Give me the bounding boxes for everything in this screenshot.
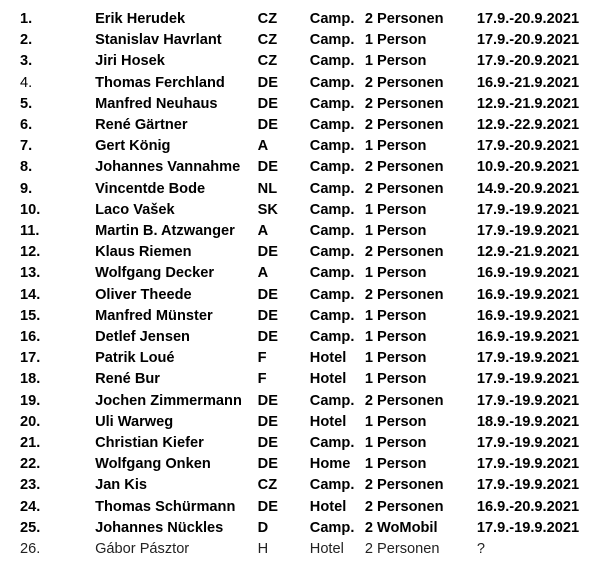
table-row [0,348,600,369]
participant-name: Uli Warweg [95,413,174,430]
person-count: 2 Personen [364,95,444,112]
table-row [0,518,600,539]
stay-dates: 17.9.-19.9.2021 [476,350,580,367]
person-count: 1 Person [364,265,427,282]
table-row [0,115,600,136]
person-count: 1 Person [364,371,427,388]
person-count: 1 Person [364,435,427,452]
participant-name: Stanislav Havrlant [95,32,222,49]
country-code: DE [257,117,278,134]
stay-dates: 14.9.-20.9.2021 [476,180,580,197]
country-code: DE [257,95,278,112]
entry-number: 5. [20,95,33,112]
person-count: 2 Personen [364,477,444,494]
entry-number: 1. [20,11,33,27]
country-code: A [257,265,269,282]
stay-dates: 10.9.-20.9.2021 [476,159,580,176]
stay-dates: 16.9.-19.9.2021 [476,286,580,303]
stay-dates: 18.9.-19.9.2021 [476,413,580,430]
participant-name: Laco Vašek [95,201,175,218]
table-row [0,221,600,242]
table-row [0,179,600,200]
table-row [0,30,600,51]
entry-number: 13. [20,265,41,282]
participant-name: Erik Herudek [95,11,186,27]
table-row [0,327,600,348]
accommodation-type: Camp. [309,435,355,452]
table-row [0,433,600,454]
entry-number: 8. [20,159,33,176]
country-code: DE [257,286,278,303]
stay-dates: 17.9.-19.9.2021 [476,392,580,409]
country-code: CZ [257,11,278,27]
stay-dates: 12.9.-22.9.2021 [476,117,580,134]
table-row [0,136,600,157]
participant-name: Johannes Vannahme [95,159,241,176]
person-count: 1 Person [364,53,427,70]
table-row [0,94,600,115]
country-code: DE [257,498,278,515]
person-count: 2 Personen [364,74,444,91]
person-count: 1 Person [364,413,427,430]
accommodation-type: Home [309,456,351,473]
country-code: H [257,541,269,558]
accommodation-type: Camp. [309,477,355,494]
accommodation-type: Camp. [309,11,355,27]
country-code: DE [257,435,278,452]
accommodation-type: Camp. [309,53,355,70]
country-code: CZ [257,53,278,70]
accommodation-type: Camp. [309,265,355,282]
entry-number: 20. [20,413,41,430]
person-count: 1 Person [364,138,427,155]
person-count: 2 Personen [364,117,444,134]
table-row [0,157,600,178]
entry-number: 7. [20,138,33,155]
country-code: CZ [257,477,278,494]
table-row [0,454,600,475]
participant-name: Manfred Münster [95,307,213,324]
entry-number: 24. [20,498,41,515]
entry-number: 23. [20,477,41,494]
country-code: DE [257,413,278,430]
entry-number: 17. [20,350,41,367]
country-code: F [257,350,267,367]
stay-dates: 16.9.-20.9.2021 [476,498,580,515]
accommodation-type: Camp. [309,519,355,536]
participant-name: Jan Kis [95,477,147,494]
stay-dates: 16.9.-19.9.2021 [476,265,580,282]
stay-dates: 16.9.-21.9.2021 [476,74,580,91]
accommodation-type: Camp. [309,32,355,49]
table-row [0,9,600,30]
participant-name: Gábor Pásztor [95,541,190,558]
entry-number: 22. [20,456,41,473]
person-count: 2 Personen [364,180,444,197]
accommodation-type: Hotel [309,541,344,558]
accommodation-type: Camp. [309,138,355,155]
entry-number: 19. [20,392,41,409]
stay-dates: 17.9.-19.9.2021 [476,223,580,240]
table-row [0,391,600,412]
entry-number: 21. [20,435,41,452]
accommodation-type: Camp. [309,392,355,409]
stay-dates: 17.9.-20.9.2021 [476,11,580,27]
table-row [0,200,600,221]
person-count: 2 Personen [364,11,444,27]
entry-number: 18. [20,371,41,388]
stay-dates: 17.9.-19.9.2021 [476,456,580,473]
stay-dates: 16.9.-19.9.2021 [476,329,580,346]
accommodation-type: Camp. [309,74,355,91]
entry-number: 11. [20,223,40,240]
participant-name: Thomas Schürmann [95,498,236,515]
accommodation-type: Camp. [309,95,355,112]
stay-dates: 17.9.-19.9.2021 [476,371,580,388]
country-code: CZ [257,32,278,49]
person-count: 1 Person [364,350,427,367]
person-count: 1 Person [364,456,427,473]
country-code: DE [257,329,278,346]
stay-dates: 17.9.-20.9.2021 [476,32,580,49]
participant-name: Jochen Zimmermann [95,392,242,409]
stay-dates: 17.9.-19.9.2021 [476,519,580,536]
participant-name: Wolfgang Decker [95,265,215,282]
person-count: 2 Personen [364,498,444,515]
person-count: 2 Personen [364,286,444,303]
person-count: 1 Person [364,32,427,49]
table-row [0,51,600,72]
participant-name: Klaus Riemen [95,244,192,261]
entry-number: 26. [20,541,41,558]
person-count: 1 Person [364,201,427,218]
stay-dates: 17.9.-19.9.2021 [476,435,580,452]
participant-name: René Gärtner [95,117,188,134]
country-code: DE [257,456,278,473]
accommodation-type: Hotel [309,350,347,367]
participant-name: Detlef Jensen [95,329,190,346]
entry-number: 9. [20,180,33,197]
person-count: 1 Person [364,307,427,324]
entry-number: 2. [20,32,33,49]
table-row [0,475,600,496]
table-row [0,369,600,390]
country-code: SK [257,201,278,218]
accommodation-type: Camp. [309,159,355,176]
participant-name: Jiri Hosek [95,53,165,70]
entry-number: 15. [20,307,41,324]
entry-number: 25. [20,519,41,536]
participant-name: Gert König [95,138,171,155]
stay-dates: ? [476,541,485,558]
accommodation-type: Camp. [309,180,355,197]
country-code: D [257,519,269,536]
person-count: 2 Personen [364,541,440,558]
table-row [0,497,600,518]
entry-number: 4. [20,74,33,91]
stay-dates: 17.9.-20.9.2021 [476,138,580,155]
participant-table-body [0,9,600,560]
country-code: A [257,138,269,155]
table-row [0,306,600,327]
person-count: 2 WoMobil [364,519,438,536]
entry-number: 10. [20,201,41,218]
entry-number: 12. [20,244,41,261]
country-code: DE [257,307,278,324]
country-code: A [257,223,269,240]
person-count: 2 Personen [364,392,444,409]
stay-dates: 12.9.-21.9.2021 [476,244,580,261]
stay-dates: 17.9.-19.9.2021 [476,201,580,218]
table-row [0,412,600,433]
accommodation-type: Camp. [309,117,355,134]
entry-number: 6. [20,117,33,134]
participant-name: Wolfgang Onken [95,456,211,473]
accommodation-type: Camp. [309,329,355,346]
entry-number: 14. [20,286,41,303]
person-count: 1 Person [364,223,427,240]
accommodation-type: Camp. [309,244,355,261]
accommodation-type: Camp. [309,223,355,240]
person-count: 1 Person [364,329,427,346]
accommodation-type: Camp. [309,307,355,324]
entry-number: 16. [20,329,41,346]
participant-name: Manfred Neuhaus [95,95,218,112]
stay-dates: 16.9.-19.9.2021 [476,307,580,324]
accommodation-type: Camp. [309,201,355,218]
country-code: DE [257,74,278,91]
participant-name: Patrik Loué [95,350,175,367]
participant-name: Johannes Nückles [95,519,224,536]
participant-name: Martin B. Atzwanger [95,223,235,240]
accommodation-type: Hotel [309,413,347,430]
participant-name: Thomas Ferchland [95,74,225,91]
country-code: DE [257,159,278,176]
country-code: DE [257,392,278,409]
table-row [0,242,600,263]
participant-name: Christian Kiefer [95,435,204,452]
table-row [0,539,600,560]
country-code: F [257,371,267,388]
table-row [0,73,600,94]
accommodation-type: Hotel [309,371,347,388]
participant-name: René Bur [95,371,160,388]
table-row [0,285,600,306]
stay-dates: 12.9.-21.9.2021 [476,95,580,112]
country-code: DE [257,244,278,261]
entry-number: 3. [20,53,33,70]
participant-table [0,9,600,560]
person-count: 2 Personen [364,244,444,261]
accommodation-type: Hotel [309,498,347,515]
accommodation-type: Camp. [309,286,355,303]
country-code: NL [257,180,278,197]
participant-name: Vincentde Bode [95,180,206,197]
stay-dates: 17.9.-20.9.2021 [476,53,580,70]
table-row [0,263,600,284]
participant-name: Oliver Theede [95,286,192,303]
stay-dates: 17.9.-19.9.2021 [476,477,580,494]
person-count: 2 Personen [364,159,444,176]
